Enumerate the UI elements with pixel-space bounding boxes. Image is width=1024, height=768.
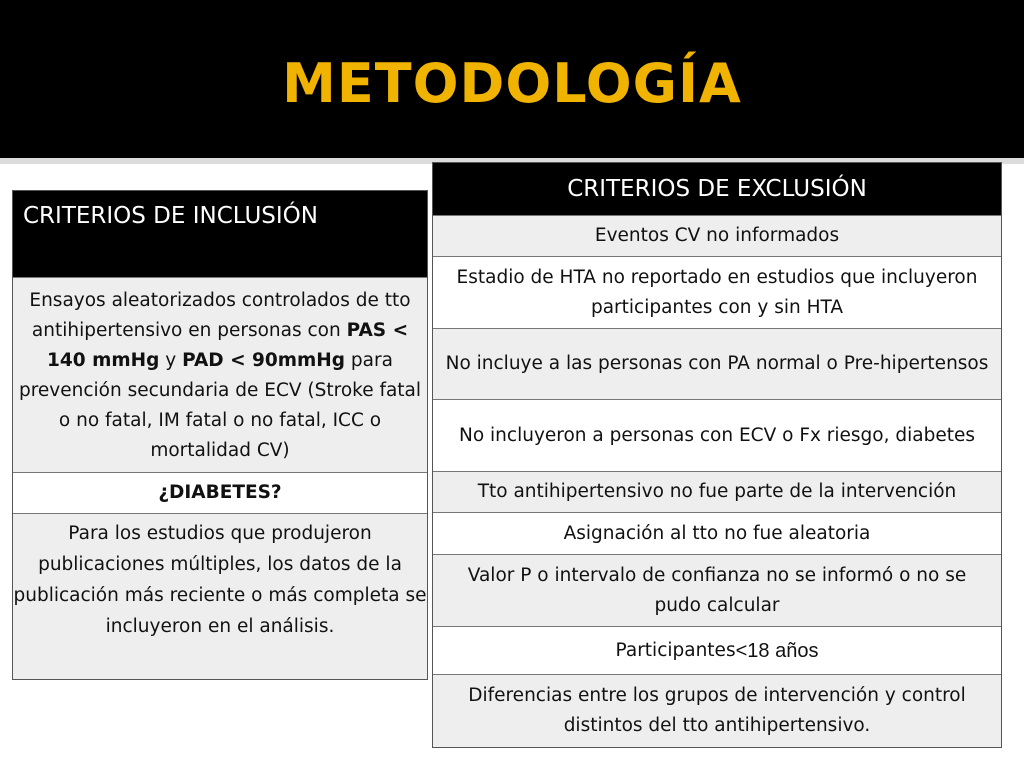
participants-label: Participantes (615, 639, 736, 661)
inclusion-text-part: Ensayos aleatorizados controlados de tto antihipertensivo en personas con (29, 290, 411, 341)
exclusion-row: Diferencias entre los grupos de intervención y control distintos del tto antihipertensivo. (433, 674, 1001, 747)
exclusion-row: No incluyeron a personas con ECV o Fx riesgo, diabetes (433, 399, 1001, 471)
exclusion-row-participants (433, 626, 1001, 674)
inclusion-footnote: Para los estudios que produjeron publicaciones múltiples, los datos de la publicación más reciente o más completa se incluyeron en el análisis. (13, 523, 427, 637)
inclusion-criteria-text (13, 277, 427, 472)
inclusion-header (13, 191, 427, 277)
inclusion-criteria-table (12, 190, 428, 680)
exclusion-row: Eventos CV no informados (433, 215, 1001, 256)
exclusion-rows (433, 215, 1001, 747)
slide-title: METODOLOGÍA (282, 52, 742, 115)
exclusion-header: CRITERIOS DE EXCLUSIÓN (433, 163, 1001, 215)
exclusion-row: Estadio de HTA no reportado en estudios que incluyeron participantes con y sin HTA (433, 256, 1001, 328)
exclusion-row: No incluye a las personas con PA normal o Pre-hipertensos (433, 328, 1001, 399)
exclusion-row: Asignación al tto no fue aleatoria (433, 512, 1001, 554)
inclusion-text-part: para prevención secundaria de ECV (Stroke fatal o no fatal, IM fatal o no fatal, ICC o mortalidad CV) (18, 350, 422, 461)
participants-age: <18 años (735, 639, 819, 662)
exclusion-criteria-table (432, 162, 1002, 748)
inclusion-header-label: CRITERIOS DE INCLUSIÓN (23, 203, 318, 229)
pad-threshold: PAD < 90mmHg (182, 350, 346, 371)
exclusion-row: Tto antihipertensivo no fue parte de la intervención (433, 471, 1001, 512)
diabetes-question: ¿DIABETES? (13, 472, 427, 514)
slide-header (0, 0, 1024, 158)
pas-threshold: PAS < 140 mmHg (47, 320, 409, 371)
exclusion-row: Valor P o intervalo de confianza no se informó o no se pudo calcular (433, 554, 1001, 626)
inclusion-text-part: y (159, 350, 183, 371)
